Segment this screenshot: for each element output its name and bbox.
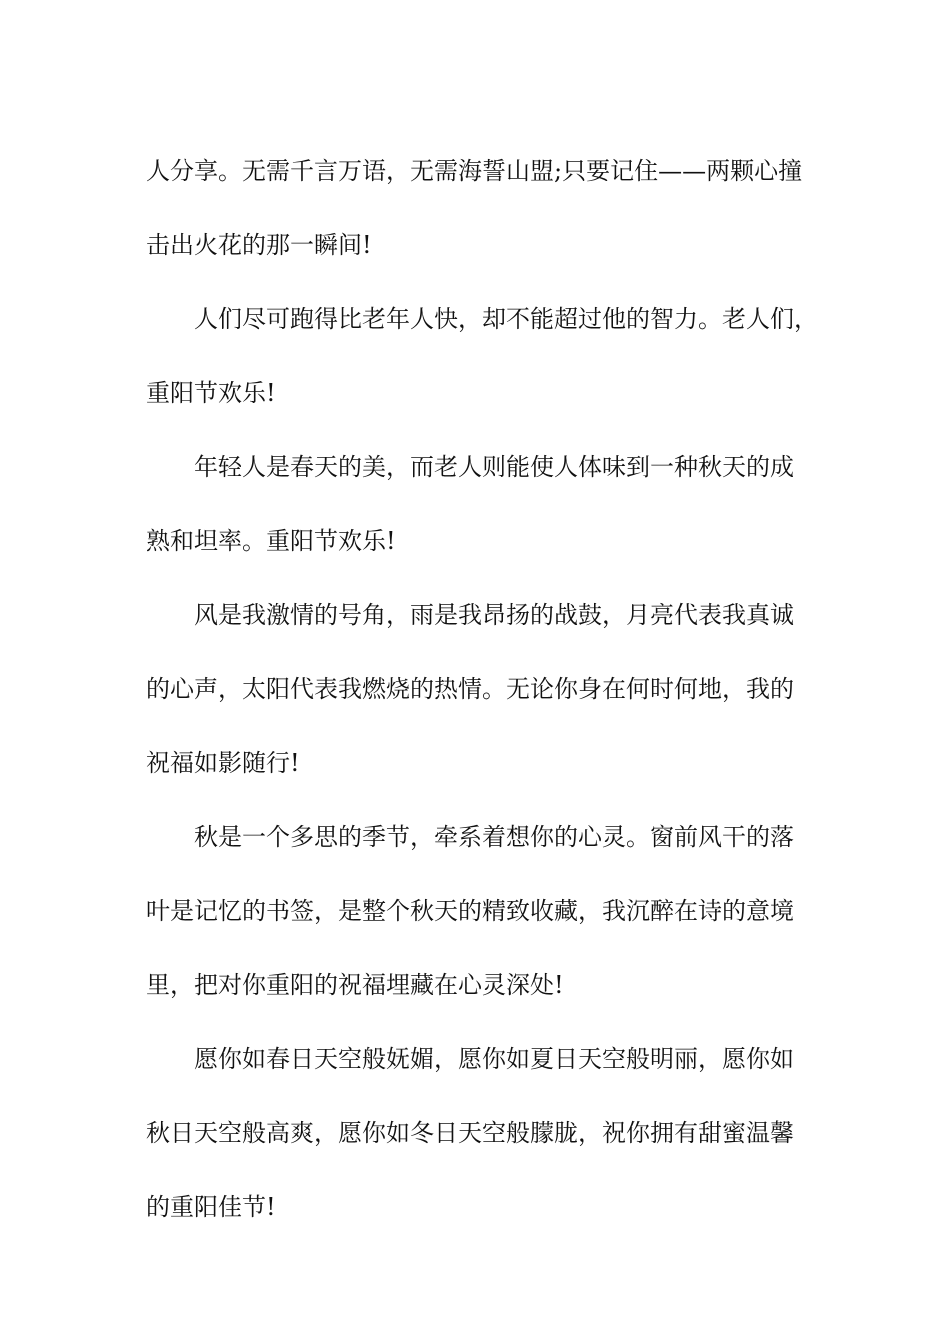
text-line: 重阳节欢乐! [146, 379, 276, 407]
text-line: 祝福如影随行! [146, 749, 300, 777]
paragraph [146, 578, 826, 800]
paragraph [146, 430, 826, 578]
text-line: 的心声，太阳代表我燃烧的热情。无论你身在何时何地，我的 [146, 675, 794, 703]
text-line: 愿你如春日天空般妩媚，愿你如夏日天空般明丽，愿你如 [194, 1045, 794, 1073]
text-line: 年轻人是春天的美，而老人则能使人体味到一种秋天的成 [194, 453, 794, 481]
document-body [146, 134, 826, 1244]
paragraph [146, 282, 826, 430]
text-line: 人们尽可跑得比老年人快，却不能超过他的智力。老人们， [194, 305, 818, 333]
text-line: 里，把对你重阳的祝福埋藏在心灵深处! [146, 971, 564, 999]
text-line: 叶是记忆的书签，是整个秋天的精致收藏，我沉醉在诗的意境 [146, 897, 794, 925]
text-line: 熟和坦率。重阳节欢乐! [146, 527, 396, 555]
text-line: 秋日天空般高爽，愿你如冬日天空般朦胧，祝你拥有甜蜜温馨 [146, 1119, 794, 1147]
text-line: 风是我激情的号角，雨是我昂扬的战鼓，月亮代表我真诚 [194, 601, 794, 629]
paragraph [146, 134, 826, 282]
paragraph [146, 800, 826, 1022]
text-line: 击出火花的那一瞬间! [146, 231, 372, 259]
paragraph [146, 1022, 826, 1244]
text-line: 的重阳佳节! [146, 1193, 276, 1221]
text-line: 秋是一个多思的季节，牵系着想你的心灵。窗前风干的落 [194, 823, 794, 851]
text-line: 人分享。无需千言万语，无需海誓山盟;只要记住——两颗心撞 [146, 157, 803, 185]
